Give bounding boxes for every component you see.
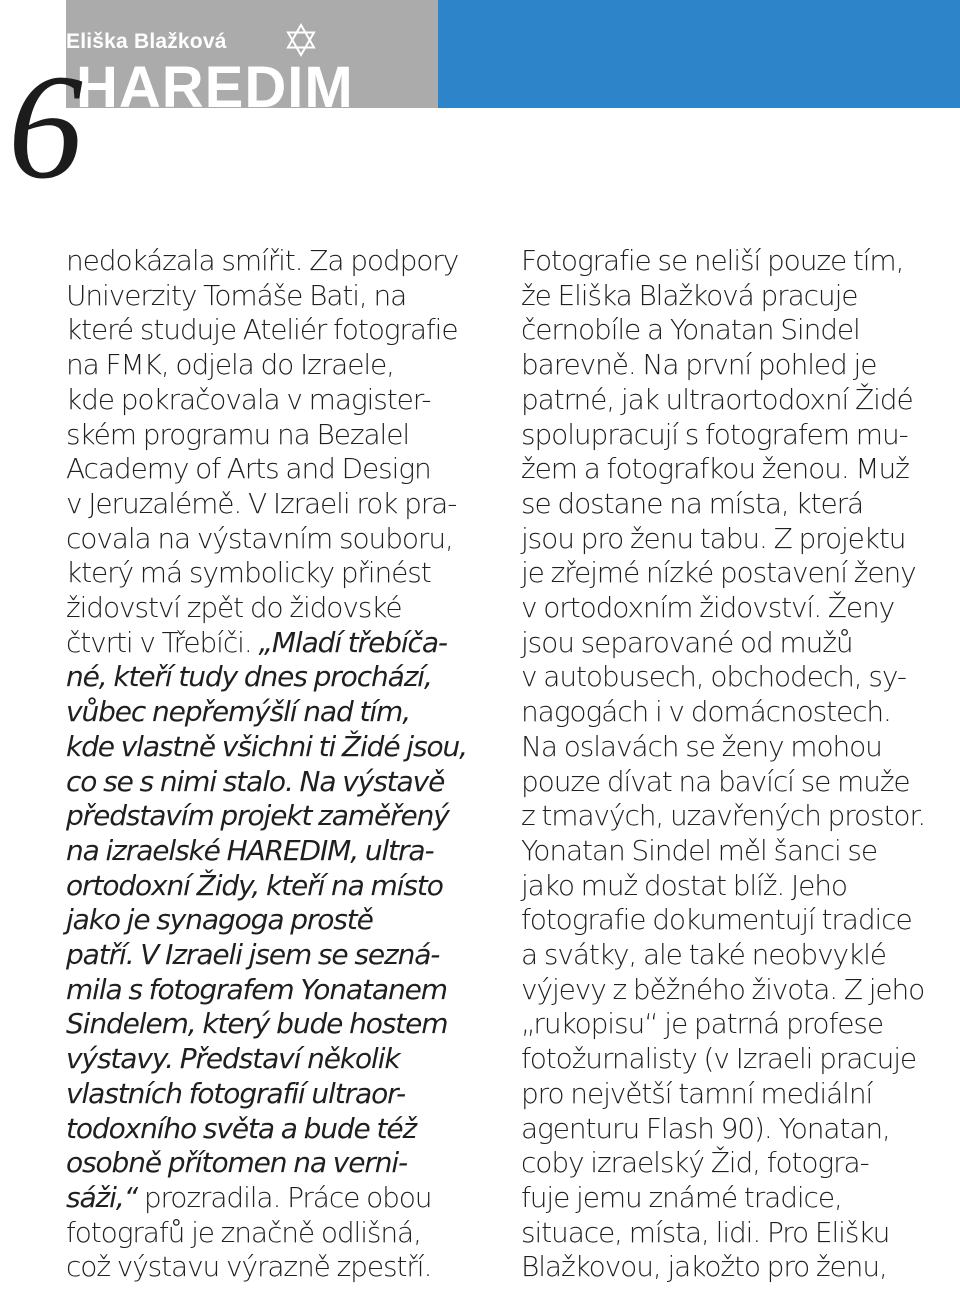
article-line: situace, místa, lidi. Pro Elišku — [521, 1215, 890, 1249]
article-line — [66, 1007, 467, 1042]
quote-text: patří. V Izraeli jsem se sezná- — [66, 938, 440, 972]
article-line: Blažkovou, jakožto pro ženu, — [521, 1250, 887, 1284]
body-text: v Jeruzalémě. V Izraeli rok pra- — [66, 486, 457, 520]
body-text: který má symbolicky přinést — [66, 556, 431, 590]
quote-text: Sindelem, který bude hostem — [66, 1007, 448, 1041]
article-line — [66, 383, 467, 418]
article-line — [66, 1181, 467, 1216]
article-line: černobíle a Yonatan Sindel — [521, 313, 860, 347]
body-text: které studuje Ateliér fotografie — [66, 313, 458, 347]
article-line: jako muž dostat blíž. Jeho — [521, 868, 847, 902]
article-line: patrné, jak ultraortodoxní Židé — [521, 382, 913, 416]
article-line — [66, 522, 467, 557]
article-line: pro největší tamní mediální — [521, 1076, 873, 1110]
quote-text: jako je synagoga prostě — [66, 903, 373, 937]
body-text: covala na výstavním souboru, — [66, 521, 453, 555]
quote-text: mila s fotografem Yonatanem — [66, 972, 447, 1006]
article-line — [66, 730, 467, 765]
body-text: fotografů je značně odlišná, — [66, 1215, 421, 1249]
article-line — [66, 1042, 467, 1077]
article-right-column — [521, 244, 925, 1285]
article-line: z tmavých, uzavřených prostor. — [521, 799, 926, 833]
article-line — [66, 279, 467, 314]
article-line: jsou separované od mužů — [521, 625, 853, 659]
body-text: což výstavu výrazně zpestří. — [66, 1250, 432, 1284]
article-line: se dostane na místa, která — [521, 486, 864, 520]
article-line: je zřejmé nízké postavení ženy — [521, 556, 916, 590]
quote-text: co se s nimi stalo. Na výstavě — [66, 764, 445, 798]
article-line — [66, 626, 467, 661]
article-line: spolupracují s fotografem mu- — [521, 417, 908, 451]
body-text: čtvrti v Třebíči. — [66, 625, 259, 659]
article-line — [66, 1112, 467, 1147]
article-line — [66, 1250, 467, 1285]
quote-text: vůbec nepřemýšlí nad tím, — [66, 695, 411, 729]
article-line — [66, 903, 467, 938]
body-text: prozradila. Práce obou — [137, 1180, 432, 1214]
quote-text: vlastních fotografií ultraor- — [66, 1076, 405, 1110]
article-line — [66, 869, 467, 904]
article-line: Fotografie se neliší pouze tím, — [521, 244, 904, 277]
article-line — [66, 660, 467, 695]
article-line — [66, 765, 467, 800]
body-text: Academy of Arts and Design — [66, 452, 431, 486]
article-line: agenturu Flash 90). Yonatan, — [521, 1111, 890, 1145]
body-text: ském programu na Bezalel — [66, 417, 410, 451]
article-left-column — [66, 244, 467, 1285]
article-line: Na oslavách se ženy mohou — [521, 729, 882, 763]
article-line: jsou pro ženu tabu. Z projektu — [521, 521, 906, 555]
article-line — [66, 1077, 467, 1112]
article-line: barevně. Na první pohled je — [521, 348, 877, 382]
article-line — [66, 938, 467, 973]
article-line — [66, 1146, 467, 1181]
article-line — [66, 834, 467, 869]
body-text: kde pokračovala v magister- — [66, 382, 431, 416]
article-line: a svátky, ale také neobvyklé — [521, 938, 886, 972]
body-text: Univerzity Tomáše Bati, na — [66, 278, 407, 312]
quote-text: kde vlastně všichni ti Židé jsou, — [66, 729, 467, 763]
article-line — [66, 313, 467, 348]
article-line — [66, 1216, 467, 1251]
article-line: v autobusech, obchodech, sy- — [521, 660, 906, 694]
body-text: nedokázala smířit. Za podpory — [66, 244, 459, 277]
article-line: „rukopisu“ je patrná profese — [521, 1007, 883, 1041]
article-line: fotografie dokumentují tradice — [521, 903, 912, 937]
article-line — [66, 556, 467, 591]
quote-text: „Mladí třebíča- — [258, 625, 447, 659]
page-number: 6 — [8, 44, 83, 210]
article-line — [66, 418, 467, 453]
article-line — [66, 487, 467, 522]
article-line: výjevy z běžného života. Z jeho — [521, 972, 925, 1006]
article-line: žem a fotografkou ženou. Muž — [521, 452, 909, 486]
quote-text: osobně přítomen na verni- — [66, 1146, 408, 1180]
article-line — [66, 244, 467, 279]
quote-text: né, kteří tudy dnes prochází, — [66, 660, 432, 694]
star-of-david-icon — [283, 22, 319, 58]
quote-text: na izraelské HAREDIM, ultra- — [66, 833, 434, 867]
quote-text: představím projekt zaměřený — [66, 799, 449, 833]
body-text: na FMK, odjela do Izraele, — [66, 348, 394, 382]
article-line: že Eliška Blažková pracuje — [521, 278, 858, 312]
page-title: HAREDIM — [76, 55, 354, 120]
article-line: nagogách i v domácnostech. — [521, 695, 891, 729]
quote-text: výstavy. Představí několik — [66, 1042, 400, 1076]
quote-text: ortodoxní Židy, kteří na místo — [66, 868, 443, 902]
article-line: fotožurnalisty (v Izraeli pracuje — [521, 1042, 917, 1076]
article-line — [66, 695, 467, 730]
article-line: v ortodoxním židovství. Ženy — [521, 591, 895, 625]
article-line — [66, 452, 467, 487]
article-line: coby izraelský Žid, fotogra- — [521, 1146, 869, 1180]
header-blue-band — [438, 0, 960, 108]
article-line — [66, 348, 467, 383]
article-line: Yonatan Sindel měl šanci se — [521, 833, 878, 867]
quote-text: todoxního světa a bude též — [66, 1111, 417, 1145]
quote-text: sáži,“ — [66, 1180, 138, 1214]
article-line: pouze dívat na bavící se muže — [521, 764, 910, 798]
author-name: Eliška Blažková — [66, 30, 227, 53]
article-line — [66, 591, 467, 626]
article-line: fuje jemu známé tradice, — [521, 1180, 842, 1214]
body-text: židovství zpět do židovské — [66, 591, 402, 625]
article-line — [66, 973, 467, 1008]
article-line — [66, 799, 467, 834]
